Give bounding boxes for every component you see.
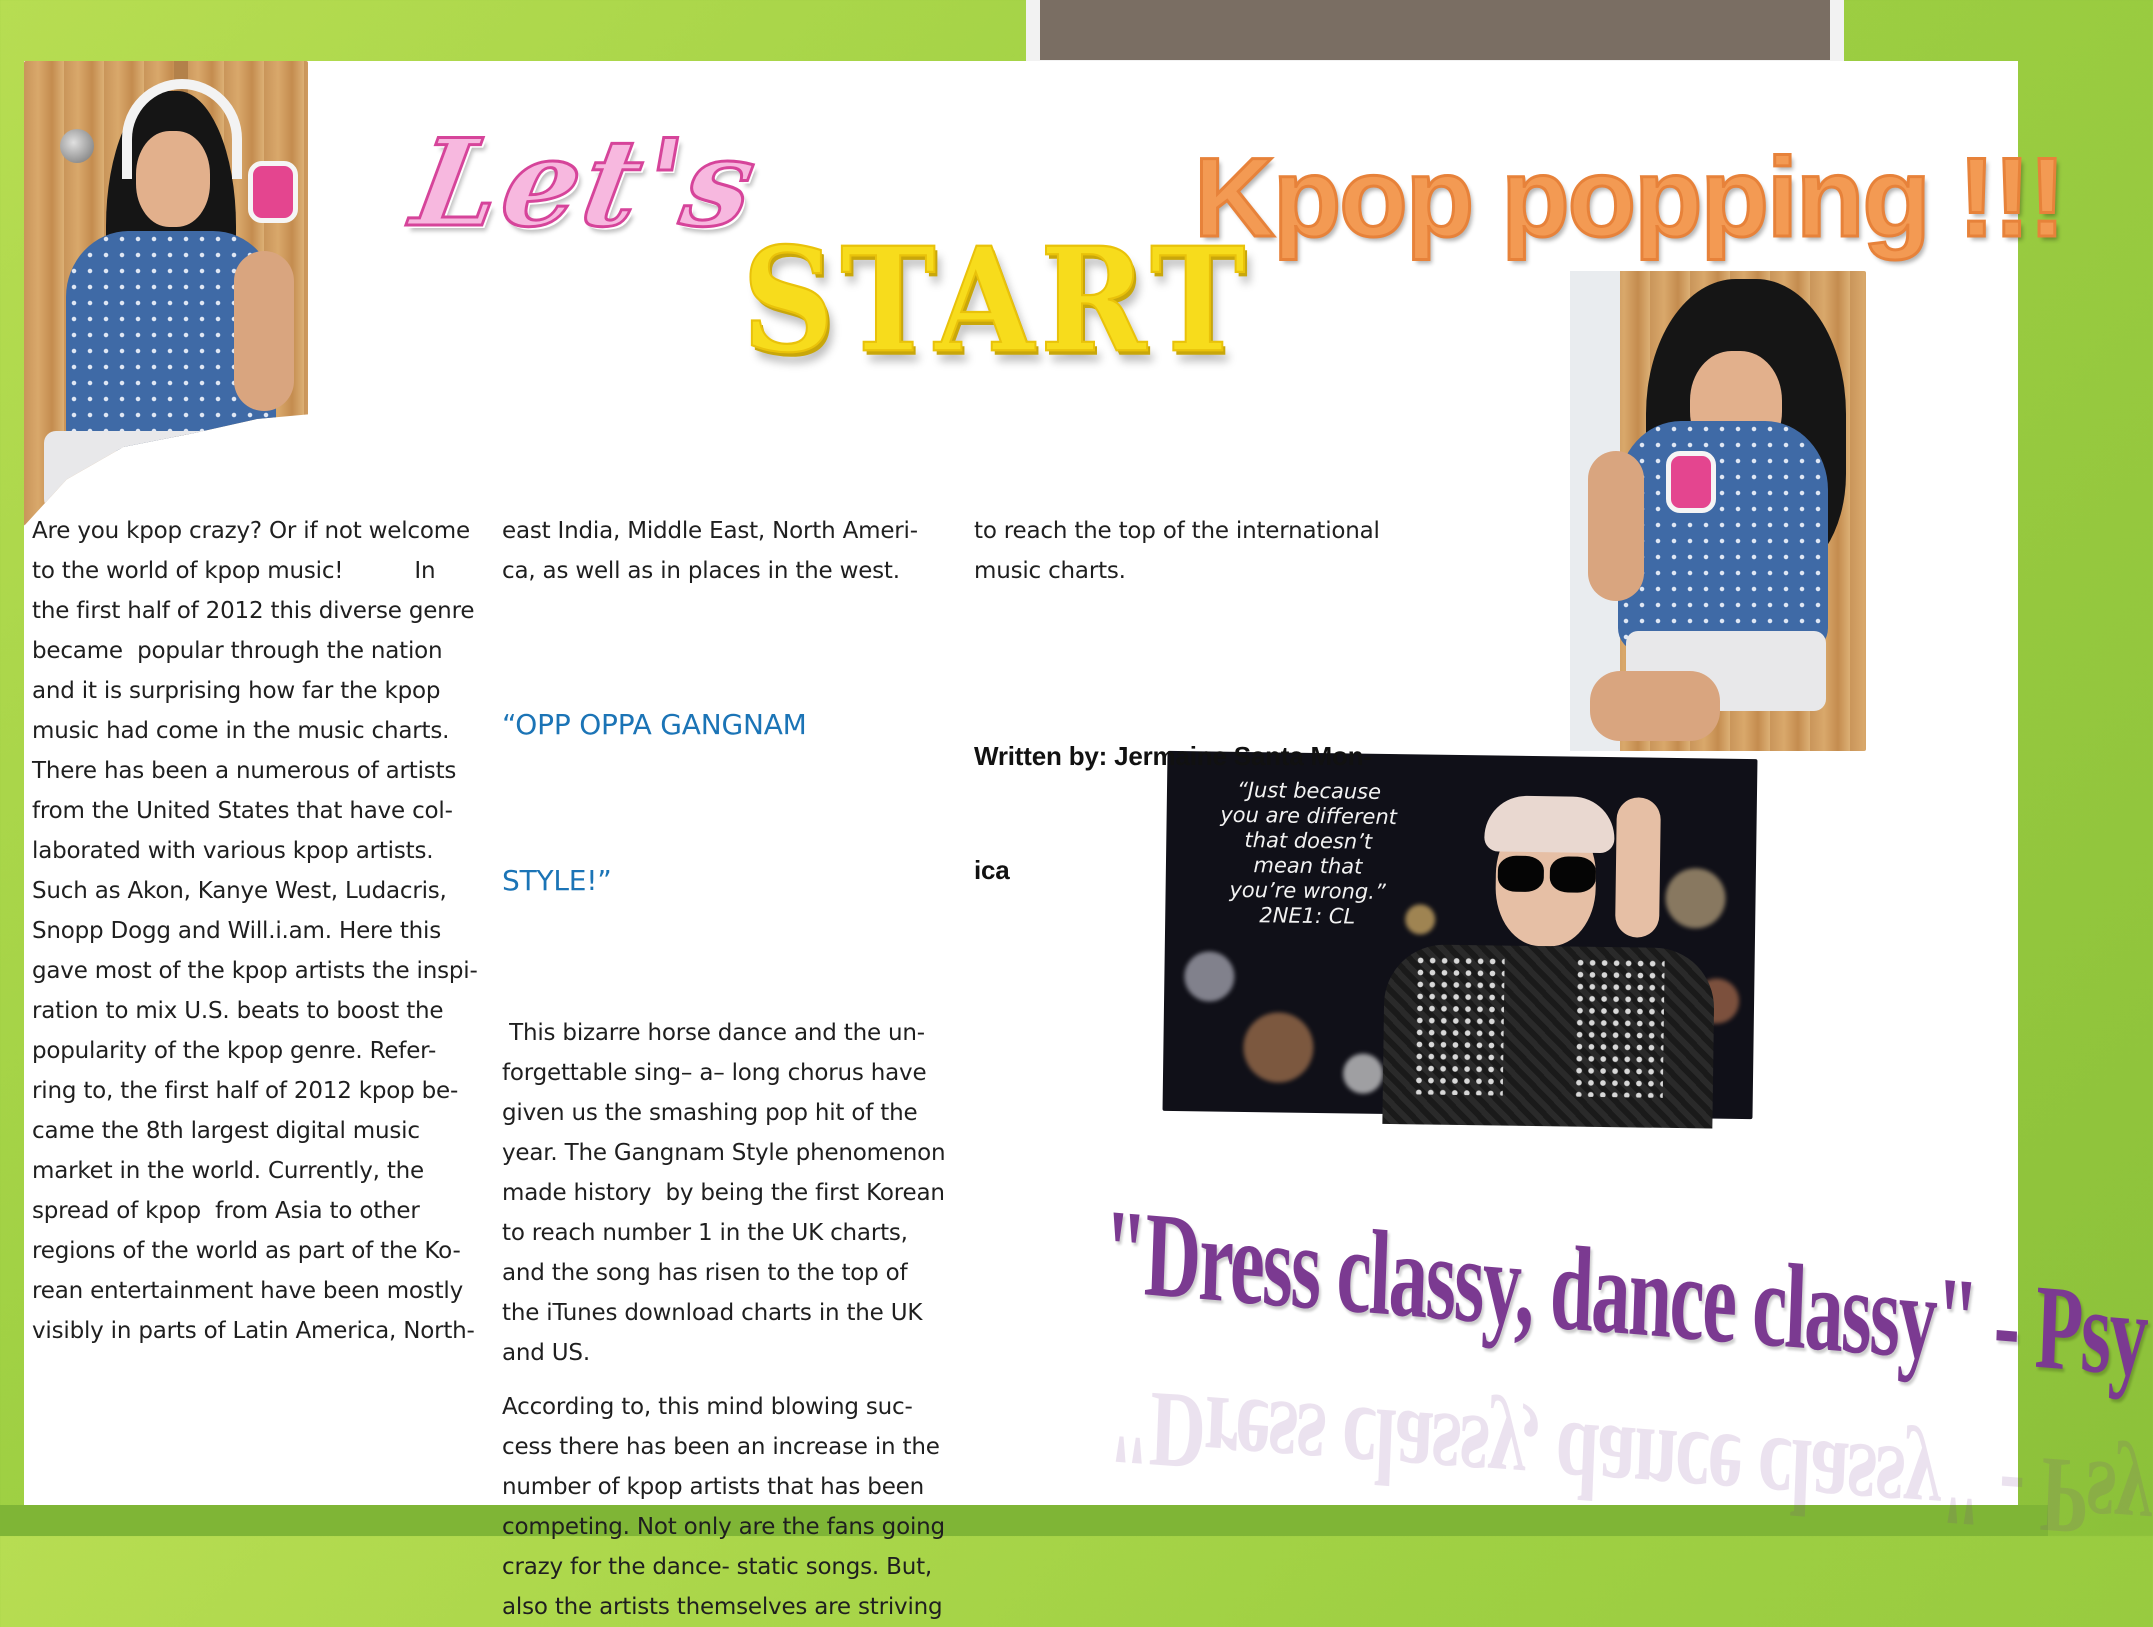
title-lets: Let's: [403, 113, 769, 254]
gangnam-style-heading: “OPP OPPA GANGNAM STYLE!”: [502, 708, 807, 897]
title-kpop-popping: Kpop popping !!!: [1194, 135, 2064, 260]
title-start: START: [742, 217, 1252, 385]
article-column-1: Are you kpop crazy? Or if not welcome to the world of kpop music! In the first half of 2012 this diverse genre became popular through the nation and it is surprising how far the kpop music had come in the music charts. There has been a numerous of artists from the United States that have col- laborated with various kpop artists. Such as Akon, Kanye West, Ludacris, Snopp Dogg and Will.i.am. Here this gave most of the kpop artists the inspi- ration to mix U.S. beats to boost the popularity of the kpop genre. Refer- ring to, the first half of 2012 kpop be- came the 8th largest digital music market in the world. Currently, the spread of kpop from Asia to other regions of the world as part of the Ko- rean entertainment have been mostly visibly in parts of Latin America, North-: [32, 518, 478, 1344]
background-tab: [1040, 0, 1830, 60]
magazine-page: [24, 61, 2153, 1620]
psy-quote-reflection: "Dress classy, dance classy" - Psy: [1106, 1365, 2153, 1565]
author-byline: Written by: Jermaine Santa Mon- ica: [974, 741, 1372, 885]
photo-girl-headphones: [24, 61, 308, 526]
article-column-2: east India, Middle East, North Ameri- ca, as well as in places in the west. “OPP OPPA GANGNAM STYLE!” This bizarre horse dance and the un- forgettable sing– a– long chorus have given us the smashing pop hit of the year. The Gangnam Style phenomenon made history by being the first Korean to reach number 1 in the UK charts, and the song has risen to the top of the iTunes download charts in the UK and US. According to, this mind blowing suc- cess there has been an increase in the number of kpop artists that has been competing. Not only are the fans going crazy for the dance- static songs. But, also the artists themselves are striving: [502, 511, 972, 1627]
cl-quote-text: “Just because you are different that doesn’t mean that you’re wrong.” 2NE1: CL: [1220, 777, 1398, 929]
photo-girl-holding-headphones: [1570, 271, 1866, 751]
psy-quote: "Dress classy, dance classy" - Psy: [1101, 1182, 2149, 1402]
article-column-3: to reach the top of the international music charts. Written by: Jermaine Santa Mon- ica: [974, 511, 1444, 965]
